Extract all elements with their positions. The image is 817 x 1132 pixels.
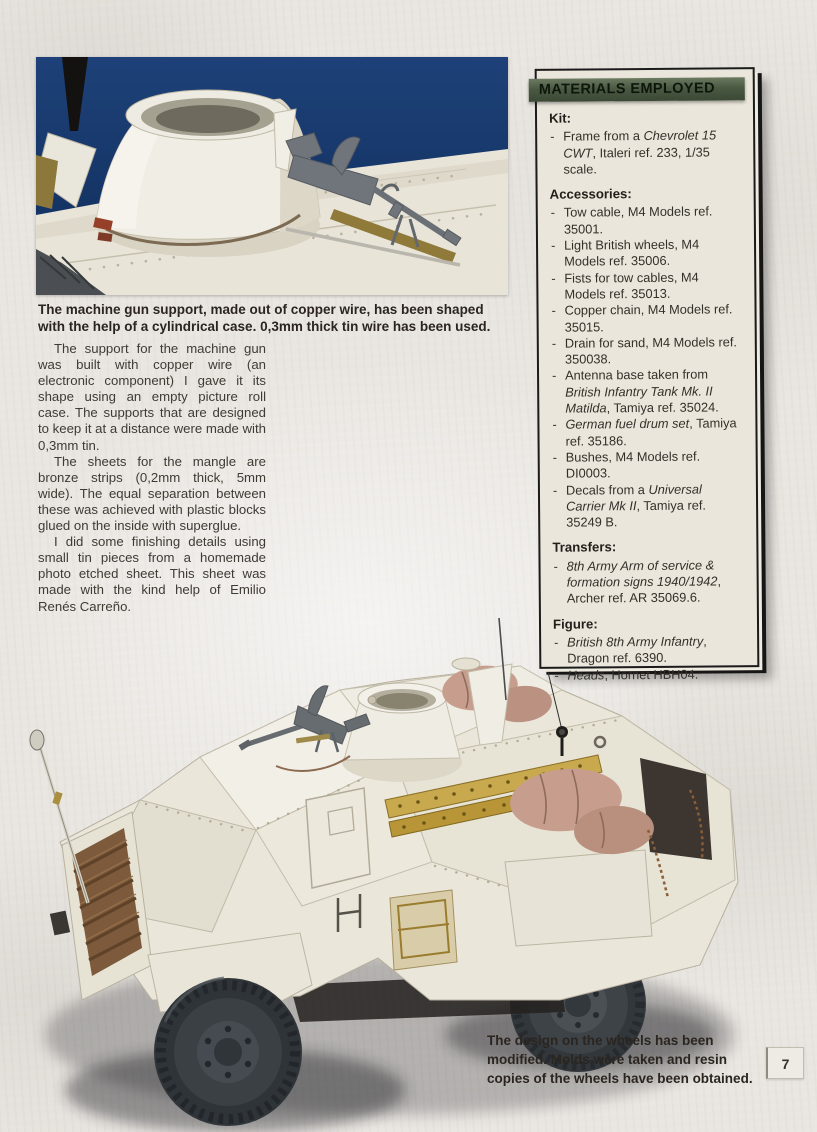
article-paragraph: I did some finishing details using small tin pieces from a homemade photo etched sheet. This sheet was made with the kind help of Emilio Renés Carreño. (38, 534, 266, 614)
article-paragraph: The support for the machine gun was built with copper wire (an electronic component) I gave it its shape using an empty picture roll case. The supports that are designed to keep it at a distance were made with 0,3mm tin. (38, 341, 266, 453)
material-item: - Decals from a Universal Carrier Mk II, Tamiya ref. 35249 B. (552, 481, 744, 531)
side-door (306, 788, 370, 888)
article-paragraph: The sheets for the mangle are bronze strips (0,2mm thick, 5mm wide). The equal separation between these was achieved with plastic blocks glued on the inside with superglue. (38, 453, 266, 534)
material-item: - Drain for sand, M4 Models ref. 350038. (551, 334, 743, 368)
side-mirror (30, 730, 88, 903)
material-item: - German fuel drum set, Tamiya ref. 35186. (551, 416, 743, 450)
front-wheel (154, 978, 302, 1126)
material-item: - Bushes, M4 Models ref. DI0003. (552, 448, 744, 482)
material-item: - Antenna base taken from British Infantry Tank Mk. II Matilda, Tamiya ref. 35024. (551, 367, 743, 417)
section-heading: Transfers: (552, 539, 617, 556)
material-item: - British 8th Army Infantry, Dragon ref. 6390. (553, 633, 745, 667)
section-heading: Accessories: (549, 186, 632, 202)
material-item: - 8th Army Arm of service & formation signs 1940/1942, Archer ref. AR 35069.6. (552, 557, 744, 607)
section-list (549, 128, 741, 178)
caption-wheels: The design on the wheels has been modified. Molds were taken and resin copies of the wheels have been obtained. (487, 1033, 753, 1086)
article-paragraphs (38, 341, 266, 615)
section-list (550, 204, 745, 531)
materials-sections (548, 109, 745, 683)
material-item: - Copper chain, M4 Models ref. 35015. (550, 302, 742, 336)
material-item: - Frame from a Chevrolet 15 CWT, Italeri ref. 233, 1/35 scale. (549, 128, 741, 178)
material-item: - Light British wheels, M4 Models ref. 35006. (550, 236, 742, 270)
materials-panel-title: MATERIALS EMPLOYED (529, 77, 745, 102)
material-item: - Heads, Hornet HBH04. (553, 666, 745, 684)
material-item: - Tow cable, M4 Models ref. 35001. (550, 204, 742, 238)
section-heading: Kit: (548, 110, 572, 126)
cupola (96, 90, 320, 257)
section-heading: Figure: (552, 616, 598, 632)
page-number: 7 (766, 1047, 804, 1079)
machine-gun-support-photo (36, 57, 508, 295)
materials-panel (535, 67, 760, 683)
caption-machine-gun-support: The machine gun support, made out of copper wire, has been shaped with the help of a cylindrical case. 0,3mm thick tin wire has been used. (38, 302, 491, 334)
material-item: - Fists for tow cables, M4 Models ref. 35013. (550, 269, 742, 303)
